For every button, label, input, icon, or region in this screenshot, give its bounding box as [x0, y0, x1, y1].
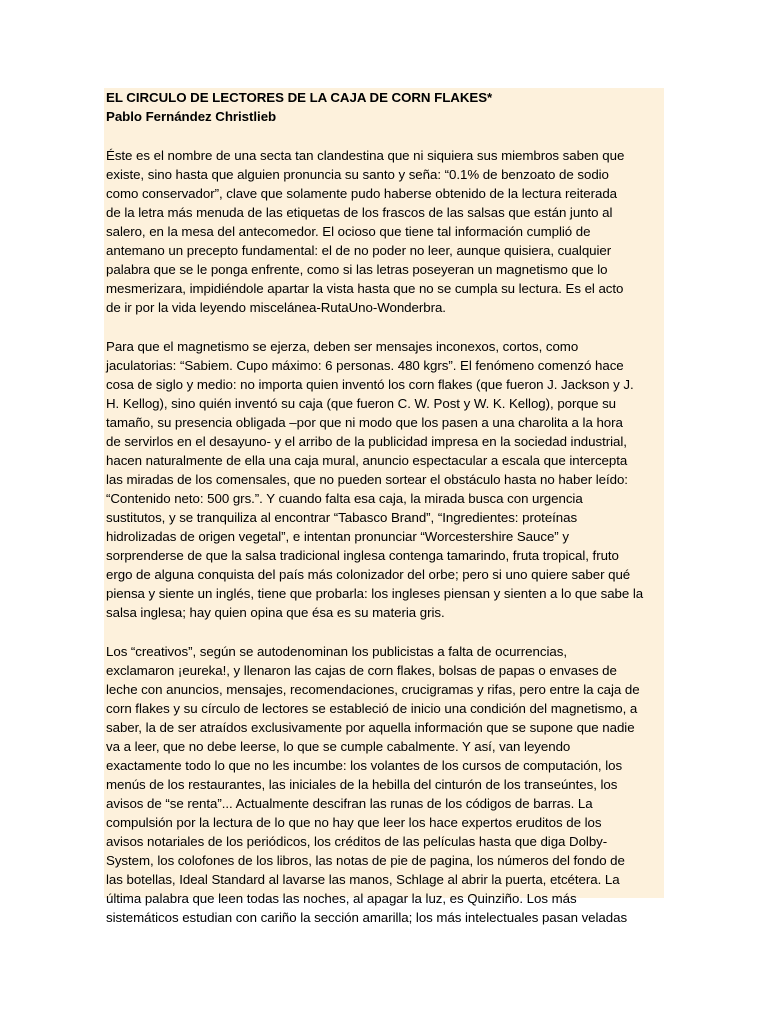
text-line: leche con anuncios, mensajes, recomendaciones, crucigramas y rifas, pero entre la caja de [106, 682, 640, 697]
text-line: Los “creativos”, según se autodenominan los publicistas a falta de ocurrencias, [106, 644, 567, 659]
text-line: última palabra que leen todas las noches, al apagar la luz, es Quinziño. Los más [106, 891, 577, 906]
text-line: va a leer, que no debe leerse, lo que se cumple cabalmente. Y así, van leyendo [106, 739, 571, 754]
text-line: antemano un precepto fundamental: el de no poder no leer, aunque quisiera, cualquier [106, 243, 612, 258]
text-line: salero, en la mesa del antecomedor. El ocioso que tiene tal información cumplió de [106, 224, 591, 239]
text-line: de la letra más menuda de las etiquetas de los frascos de las salsas que están junto al [106, 205, 613, 220]
text-line: mesmerizara, impidiéndole apartar la vista hasta que no se cumpla su lectura. Es el acto [106, 281, 624, 296]
text-line: exactamente todo lo que no les incumbe: los volantes de los cursos de computación, los [106, 758, 623, 773]
paragraph [106, 146, 662, 317]
text-line: las botellas, Ideal Standard al lavarse las manos, Schlage al abrir la puerta, etcétera. La [106, 872, 620, 887]
document-page [104, 88, 664, 925]
text-line: cosa de siglo y medio: no importa quien inventó los corn flakes (que fueron J. Jackson y J. [106, 377, 634, 392]
text-line: compulsión por la lectura de lo que no hay que leer los hace expertos eruditos de los [106, 815, 602, 830]
text-line: hidrolizadas de origen vegetal”, e intentan pronunciar “Worcestershire Sauce” y [106, 529, 569, 544]
document-author: Pablo Fernández Christlieb [106, 109, 277, 124]
text-line: salsa inglesa; hay quien opina que ésa es su materia gris. [106, 605, 445, 620]
document-title: EL CIRCULO DE LECTORES DE LA CAJA DE CORN FLAKES* [106, 90, 493, 105]
paragraph-gap [106, 317, 662, 337]
text-line: palabra que se le ponga enfrente, como si las letras poseyeran un magnetismo que lo [106, 262, 608, 277]
text-line: jaculatorias: “Sabiem. Cupo máximo: 6 personas. 480 kgrs”. El fenómeno comenzó hace [106, 358, 624, 373]
text-line: sistemáticos estudian con cariño la sección amarilla; los más intelectuales pasan veladas [106, 910, 628, 925]
text-line: “Contenido neto: 500 grs.”. Y cuando falta esa caja, la mirada busca con urgencia [106, 491, 583, 506]
text-line: exclamaron ¡eureka!, y llenaron las cajas de corn flakes, bolsas de papas o envases de [106, 663, 617, 678]
text-line: tamaño, su presencia obligada –por que ni modo que los pasen a una charolita a la hora [106, 415, 623, 430]
text-line: avisos notariales de los periódicos, los créditos de las películas hasta que diga Dolby- [106, 834, 608, 849]
document-body [106, 146, 662, 927]
text-line: piensa y siente un inglés, tiene que probarla: los ingleses piensan y sienten a lo que sabe la [106, 586, 644, 601]
text-line: H. Kellog), sino quién inventó su caja (que fueron C. W. Post y W. K. Kellog), porque su [106, 396, 617, 411]
text-line: sustitutos, y se tranquiliza al encontrar “Tabasco Brand”, “Ingredientes: proteínas [106, 510, 578, 525]
paragraph-gap [106, 622, 662, 642]
text-line: sorprenderse de que la salsa tradicional inglesa contenga tamarindo, fruta tropical, fruto [106, 548, 619, 563]
text-line: menús de los restaurantes, las iniciales de la hebilla del cinturón de los transeúntes, los [106, 777, 618, 792]
text-line: corn flakes y su círculo de lectores se estableció de inicio una condición del magnetismo, a [106, 701, 638, 716]
paragraph-gap [106, 126, 662, 146]
paragraph [106, 337, 662, 622]
text-line: hacen naturalmente de ella una caja mural, anuncio espectacular a escala que intercepta [106, 453, 628, 468]
text-line: Éste es el nombre de una secta tan clandestina que ni siquiera sus miembros saben que [106, 148, 625, 163]
text-line: de ir por la vida leyendo miscelánea-RutaUno-Wonderbra. [106, 300, 446, 315]
paragraph [106, 642, 662, 927]
text-line: las miradas de los comensales, que no pueden sortear el obstáculo hasta no haber leído: [106, 472, 628, 487]
text-line: ergo de alguna conquista del país más colonizador del orbe; pero si uno quiere saber qué [106, 567, 631, 582]
text-line: existe, sino hasta que alguien pronuncia su santo y seña: “0.1% de benzoato de sodio [106, 167, 609, 182]
text-line: saber, la de ser atraídos exclusivamente por aquella información que se supone que nadie [106, 720, 635, 735]
text-line: avisos de “se renta”... Actualmente descifran las runas de los códigos de barras. La [106, 796, 593, 811]
text-line: como conservador”, clave que solamente pudo haberse obtenido de la lectura reiterada [106, 186, 618, 201]
text-line: System, los colofones de los libros, las notas de pie de pagina, los números del fondo de [106, 853, 625, 868]
text-line: de servirlos en el desayuno- y el arribo de la publicidad impresa en la sociedad industrial, [106, 434, 627, 449]
text-line: Para que el magnetismo se ejerza, deben ser mensajes inconexos, cortos, como [106, 339, 579, 354]
